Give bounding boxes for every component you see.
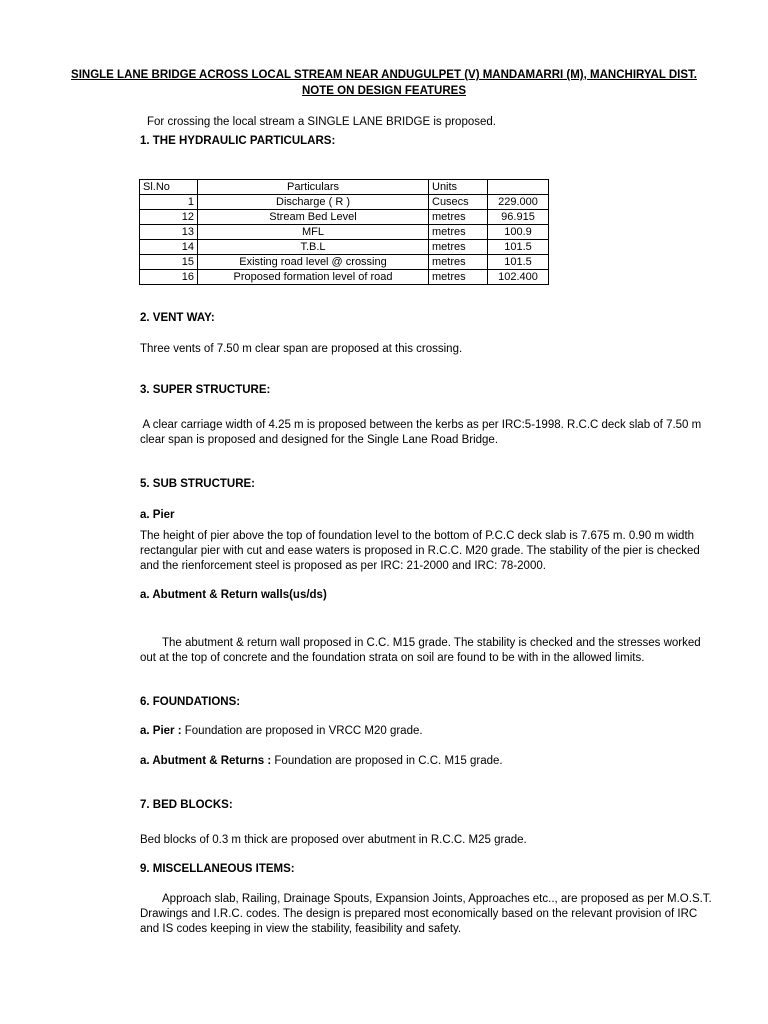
row-particular: Proposed formation level of road [198,270,429,285]
super-line-2: clear span is proposed and designed for the Single Lane Road Bridge. [140,434,499,446]
row-value: 101.5 [488,255,549,270]
pier-line-2: rectangular pier with cut and ease waters is proposed in R.C.C. M20 grade. The stability of the pier is checked [140,545,700,557]
col-header-value [488,180,549,195]
foundation-pier-label: a. Pier : [140,725,182,737]
foundation-pier [140,724,423,739]
table-row [140,195,549,210]
row-value: 100.9 [488,225,549,240]
row-value: 229.000 [488,195,549,210]
vent-text: Three vents of 7.50 m clear span are proposed at this crossing. [140,343,463,355]
row-unit: metres [429,225,488,240]
row-unit: metres [429,240,488,255]
row-particular: Stream Bed Level [198,210,429,225]
abutment-line-1: The abutment & return wall proposed in C.C. M15 grade. The stability is checked and the stresses worked [162,637,701,649]
table-row [140,210,549,225]
sub-heading: 5. SUB STRUCTURE: [140,478,256,490]
document-title: SINGLE LANE BRIDGE ACROSS LOCAL STREAM NEAR ANDUGULPET (V) MANDAMARRI (M), MANCHIRYAL DIST. [71,69,697,81]
foundation-abutment-label: a. Abutment & Returns : [140,755,272,767]
col-header-particulars: Particulars [198,180,429,195]
row-unit: Cusecs [429,195,488,210]
foundation-abutment-text: Foundation are proposed in C.C. M15 grade. [271,755,503,767]
foundation-abutment [140,754,503,769]
row-slno: 1 [140,195,198,210]
row-particular: MFL [198,225,429,240]
table-row [140,240,549,255]
pier-heading: a. Pier [140,509,175,521]
row-slno: 16 [140,270,198,285]
row-slno: 12 [140,210,198,225]
col-header-slno: Sl.No [140,180,198,195]
row-value: 96.915 [488,210,549,225]
foundations-heading: 6. FOUNDATIONS: [140,696,241,708]
row-unit: metres [429,210,488,225]
row-particular: T.B.L [198,240,429,255]
document-subtitle: NOTE ON DESIGN FEATURES [302,85,466,97]
pier-line-3: and the rienforcement steel is proposed as per IRC: 21-2000 and IRC: 78-2000. [140,560,546,572]
row-particular: Existing road level @ crossing [198,255,429,270]
misc-line-1: Approach slab, Railing, Drainage Spouts, Expansion Joints, Approaches etc.., are proposed as per M.O.S.T. [162,893,712,905]
intro-text: For crossing the local stream a SINGLE LANE BRIDGE is proposed. [147,116,496,128]
misc-line-3: and IS codes keeping in view the stability, feasibility and safety. [140,923,462,935]
row-unit: metres [429,270,488,285]
row-value: 102.400 [488,270,549,285]
abutment-heading: a. Abutment & Return walls(us/ds) [140,589,327,601]
super-line-1: A clear carriage width of 4.25 m is proposed between the kerbs as per IRC:5-1998. R.C.C deck slab of 7.50 m [140,419,702,431]
foundation-pier-text: Foundation are proposed in VRCC M20 grade. [181,725,423,737]
table-row [140,255,549,270]
hydraulic-heading: 1. THE HYDRAULIC PARTICULARS: [140,135,336,147]
row-particular: Discharge ( R ) [198,195,429,210]
pier-line-1: The height of pier above the top of foundation level to the bottom of P.C.C deck slab is 7.675 m. 0.90 m width [140,530,695,542]
row-slno: 14 [140,240,198,255]
vent-heading: 2. VENT WAY: [140,312,215,324]
hydraulic-table [139,179,549,285]
misc-heading: 9. MISCELLANEOUS ITEMS: [140,863,295,875]
row-value: 101.5 [488,240,549,255]
abutment-line-2: out at the top of concrete and the foundation strata on soil are found to be with in the allowed limits. [140,652,645,664]
table-header-row [140,180,549,195]
bed-text: Bed blocks of 0.3 m thick are proposed over abutment in R.C.C. M25 grade. [140,834,527,846]
table-row [140,270,549,285]
super-heading: 3. SUPER STRUCTURE: [140,384,271,396]
col-header-units: Units [429,180,488,195]
misc-line-2: Drawings and I.R.C. codes. The design is prepared most economically based on the relevant provision of IRC [140,908,698,920]
bed-heading: 7. BED BLOCKS: [140,799,233,811]
row-unit: metres [429,255,488,270]
row-slno: 13 [140,225,198,240]
row-slno: 15 [140,255,198,270]
table-row [140,225,549,240]
